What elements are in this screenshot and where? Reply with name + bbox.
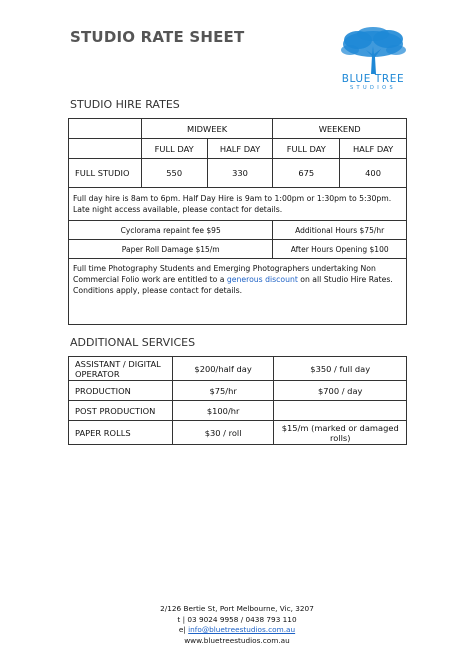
service-rate: $30 / roll bbox=[172, 421, 274, 445]
footer-email-line bbox=[0, 625, 474, 636]
service-name: PAPER ROLLS bbox=[69, 421, 173, 445]
table-row bbox=[69, 357, 407, 381]
rate-cell: 330 bbox=[207, 159, 273, 188]
table-row bbox=[69, 188, 407, 221]
column-header: FULL DAY bbox=[141, 139, 207, 159]
service-rate bbox=[274, 401, 407, 421]
service-rate: $15/m (marked or damaged rolls) bbox=[274, 421, 407, 445]
hours-note: Full day hire is 8am to 6pm. Half Day Hire is 9am to 1:00pm or 1:30pm to 5:30pm. Late night access available, please contact for details. bbox=[69, 188, 407, 221]
additional-hours: Additional Hours $75/hr bbox=[273, 221, 407, 240]
midweek-header: MIDWEEK bbox=[141, 119, 273, 139]
additional-services-table bbox=[68, 356, 407, 445]
cyclorama-fee: Cyclorama repaint fee $95 bbox=[69, 221, 273, 240]
column-header: HALF DAY bbox=[207, 139, 273, 159]
discount-text-before: Full time Photography Students and Emerging Photographers undertaking Non Commercial Folio work are entitled to a bbox=[73, 264, 376, 284]
hire-rates-heading: STUDIO HIRE RATES bbox=[70, 98, 180, 111]
table-row bbox=[69, 401, 407, 421]
email-link[interactable]: info@bluetreestudios.com.au bbox=[188, 625, 296, 635]
table-row bbox=[69, 139, 407, 159]
additional-services-heading: ADDITIONAL SERVICES bbox=[70, 336, 196, 349]
rate-cell: 400 bbox=[340, 159, 407, 188]
service-rate: $200/half day bbox=[172, 357, 274, 381]
table-row bbox=[69, 421, 407, 445]
row-label: FULL STUDIO bbox=[69, 159, 142, 188]
footer bbox=[0, 604, 474, 646]
hire-rates-table bbox=[68, 118, 407, 325]
table-row bbox=[69, 381, 407, 401]
footer-address: 2/126 Bertie St, Port Melbourne, Vic, 3207 bbox=[160, 604, 314, 613]
discount-note bbox=[69, 259, 407, 325]
page-title: STUDIO RATE SHEET bbox=[70, 28, 245, 46]
after-hours-opening: After Hours Opening $100 bbox=[273, 240, 407, 259]
weekend-header: WEEKEND bbox=[273, 119, 407, 139]
table-row bbox=[69, 119, 407, 139]
discount-text-after: on all Studio Hire Rates. Conditions apply, please contact for details. bbox=[73, 275, 393, 295]
empty-cell bbox=[69, 139, 142, 159]
service-rate: $350 / full day bbox=[274, 357, 407, 381]
empty-cell bbox=[69, 119, 142, 139]
rate-cell: 675 bbox=[273, 159, 340, 188]
table-row bbox=[69, 240, 407, 259]
email-prefix: e| bbox=[178, 625, 189, 635]
service-rate: $75/hr bbox=[172, 381, 274, 401]
table-row bbox=[69, 259, 407, 325]
table-row bbox=[69, 221, 407, 240]
discount-link[interactable]: generous discount bbox=[226, 275, 298, 284]
service-name: ASSISTANT / DIGITAL OPERATOR bbox=[69, 357, 173, 381]
tree-icon bbox=[330, 26, 416, 76]
service-name: POST PRODUCTION bbox=[69, 401, 173, 421]
rate-cell: 550 bbox=[141, 159, 207, 188]
service-rate: $100/hr bbox=[172, 401, 274, 421]
column-header: FULL DAY bbox=[273, 139, 340, 159]
logo-wordmark: BLUE TREE bbox=[341, 73, 405, 85]
footer-phone: t | 03 9024 9958 / 0438 793 110 bbox=[177, 614, 297, 624]
paper-roll-damage: Paper Roll Damage $15/m bbox=[69, 240, 273, 259]
logo-subtext: STUDIOS bbox=[349, 85, 397, 91]
blue-tree-logo bbox=[330, 26, 416, 96]
service-name: PRODUCTION bbox=[69, 381, 173, 401]
service-rate: $700 / day bbox=[274, 381, 407, 401]
column-header: HALF DAY bbox=[340, 139, 407, 159]
table-row bbox=[69, 159, 407, 188]
footer-website[interactable]: www.bluetreestudios.com.au bbox=[184, 635, 290, 645]
